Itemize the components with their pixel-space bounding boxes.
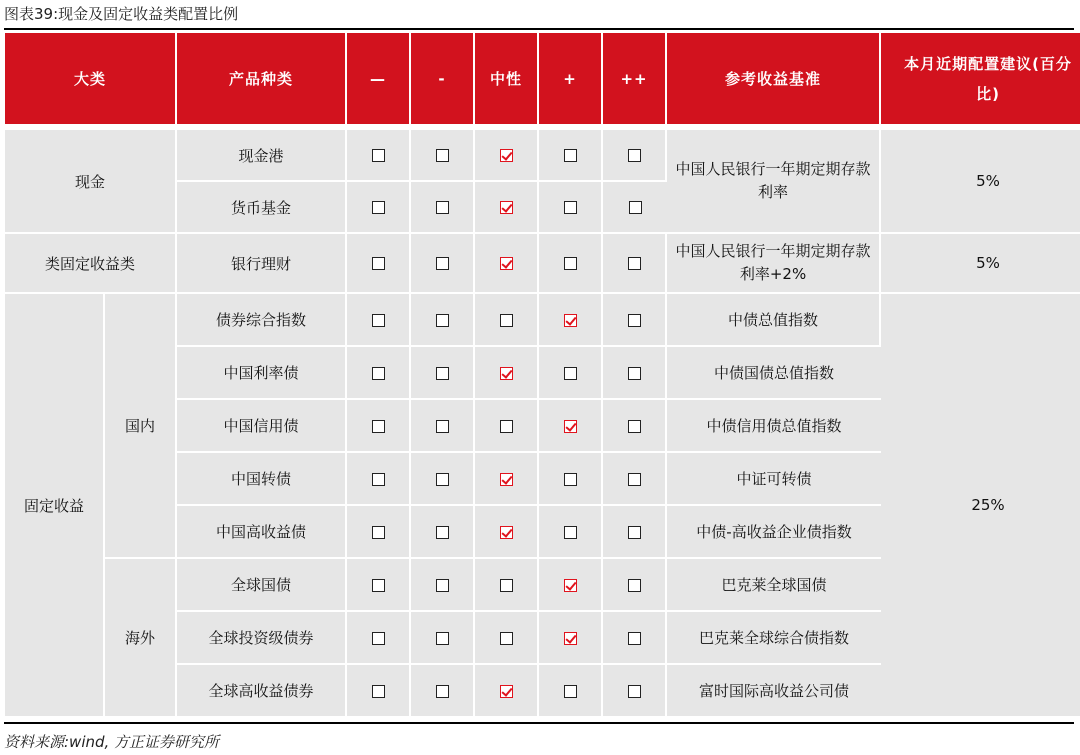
product-cell: 中国高收益债 — [177, 506, 347, 559]
rating-cell — [411, 453, 475, 506]
product-cell: 中国信用债 — [177, 400, 347, 453]
empty-box-icon — [436, 526, 449, 539]
empty-box-icon — [564, 473, 577, 486]
rating-cell — [411, 347, 475, 400]
empty-box-icon — [500, 632, 513, 645]
benchmark-cell: 富时国际高收益公司债 — [667, 665, 881, 718]
rating-cell — [603, 400, 667, 453]
rating-cell — [475, 506, 539, 559]
empty-box-icon — [436, 473, 449, 486]
checked-box-icon — [500, 526, 513, 539]
empty-box-icon — [628, 579, 641, 592]
checked-box-icon — [500, 201, 513, 214]
rating-cell — [347, 453, 411, 506]
rating-cell — [411, 506, 475, 559]
rating-cell — [347, 347, 411, 400]
rating-cell — [347, 234, 411, 294]
checked-box-icon — [500, 149, 513, 162]
rating-cell — [347, 294, 411, 347]
rating-cell — [347, 559, 411, 612]
empty-box-icon — [372, 367, 385, 380]
empty-box-icon — [629, 201, 642, 214]
rating-cell — [347, 182, 411, 234]
rating-cell — [539, 182, 603, 234]
benchmark-quasi-fixed: 中国人民银行一年期定期存款利率+2% — [667, 234, 881, 294]
rating-cell — [539, 234, 603, 294]
rating-cell — [539, 612, 603, 665]
empty-box-icon — [564, 201, 577, 214]
empty-box-icon — [628, 314, 641, 327]
benchmark-cell: 中债总值指数 — [667, 294, 881, 347]
checked-box-icon — [500, 473, 513, 486]
rating-cell — [411, 294, 475, 347]
rating-cell — [539, 665, 603, 718]
empty-box-icon — [372, 526, 385, 539]
empty-box-icon — [372, 473, 385, 486]
rating-cell — [539, 130, 603, 182]
rating-cell — [603, 559, 667, 612]
header-product: 产品种类 — [177, 33, 347, 124]
rating-cell — [603, 234, 667, 294]
group-fixed-income: 固定收益 — [5, 294, 105, 718]
allocation-table — [5, 33, 1080, 718]
product-cell: 中国转债 — [177, 453, 347, 506]
header-category: 大类 — [5, 33, 177, 124]
checked-box-icon — [500, 257, 513, 270]
benchmark-cell: 巴克莱全球综合债指数 — [667, 612, 881, 665]
benchmark-cell: 中债-高收益企业债指数 — [667, 506, 881, 559]
checked-box-icon — [500, 685, 513, 698]
empty-box-icon — [372, 420, 385, 433]
empty-box-icon — [564, 149, 577, 162]
rating-cell — [347, 130, 411, 182]
empty-box-icon — [436, 632, 449, 645]
header-row — [5, 33, 1080, 124]
rating-cell — [603, 347, 667, 400]
rating-cell — [603, 665, 667, 718]
empty-box-icon — [628, 367, 641, 380]
empty-box-icon — [372, 314, 385, 327]
top-rule — [4, 28, 1074, 30]
empty-box-icon — [436, 314, 449, 327]
rating-cell — [539, 400, 603, 453]
rating-cell — [475, 294, 539, 347]
rating-cell — [475, 453, 539, 506]
empty-box-icon — [436, 579, 449, 592]
product-cell: 现金港 — [177, 130, 347, 182]
empty-box-icon — [564, 685, 577, 698]
header-strong-overweight: ++ — [603, 33, 667, 124]
empty-box-icon — [500, 314, 513, 327]
checked-box-icon — [564, 420, 577, 433]
rating-cell — [603, 506, 667, 559]
rating-cell — [411, 612, 475, 665]
rating-cell — [475, 182, 539, 234]
rating-cell — [603, 130, 667, 182]
rating-cell — [539, 453, 603, 506]
rating-cell — [475, 234, 539, 294]
empty-box-icon — [436, 201, 449, 214]
empty-box-icon — [564, 526, 577, 539]
table-row — [5, 234, 1080, 294]
checked-box-icon — [564, 632, 577, 645]
allocation-cash: 5% — [881, 130, 1080, 234]
product-cell: 全球国债 — [177, 559, 347, 612]
benchmark-cell: 中证可转债 — [667, 453, 881, 506]
empty-box-icon — [628, 420, 641, 433]
rating-cell — [603, 294, 667, 347]
product-cell: 中国利率债 — [177, 347, 347, 400]
rating-cell — [475, 665, 539, 718]
header-allocation: 本月近期配置建议(百分比) — [881, 33, 1080, 124]
empty-box-icon — [628, 257, 641, 270]
empty-box-icon — [564, 367, 577, 380]
checked-box-icon — [500, 367, 513, 380]
rating-cell — [603, 612, 667, 665]
allocation-fixed-income: 25% — [881, 294, 1080, 718]
table-caption: 图表39:现金及固定收益类配置比例 — [4, 5, 239, 23]
empty-box-icon — [372, 685, 385, 698]
rating-cell — [347, 665, 411, 718]
empty-box-icon — [628, 473, 641, 486]
table-row — [5, 130, 1080, 182]
product-cell: 全球高收益债券 — [177, 665, 347, 718]
header-overweight: + — [539, 33, 603, 124]
product-cell: 全球投资级债券 — [177, 612, 347, 665]
subgroup-overseas: 海外 — [105, 559, 177, 718]
empty-box-icon — [628, 149, 641, 162]
benchmark-cash: 中国人民银行一年期定期存款利率 — [667, 130, 881, 234]
empty-box-icon — [372, 632, 385, 645]
empty-box-icon — [500, 579, 513, 592]
empty-box-icon — [372, 149, 385, 162]
rating-cell — [603, 453, 667, 506]
rating-cell — [539, 347, 603, 400]
allocation-quasi-fixed: 5% — [881, 234, 1080, 294]
header-benchmark: 参考收益基准 — [667, 33, 881, 124]
bottom-rule — [4, 722, 1074, 724]
empty-box-icon — [564, 257, 577, 270]
rating-cell — [475, 612, 539, 665]
rating-cell — [347, 506, 411, 559]
product-cell: 银行理财 — [177, 234, 347, 294]
rating-cell — [411, 182, 475, 234]
subgroup-domestic: 国内 — [105, 294, 177, 559]
rating-cell — [539, 506, 603, 559]
empty-box-icon — [436, 685, 449, 698]
empty-box-icon — [500, 420, 513, 433]
benchmark-cell: 巴克莱全球国债 — [667, 559, 881, 612]
empty-box-icon — [628, 632, 641, 645]
product-cell: 货币基金 — [177, 182, 347, 234]
rating-cell — [475, 559, 539, 612]
rating-cell — [411, 130, 475, 182]
header-strong-underweight: — — [347, 33, 411, 124]
rating-cell — [475, 347, 539, 400]
table-row — [5, 294, 1080, 347]
rating-cell — [411, 234, 475, 294]
benchmark-cell: 中债国债总值指数 — [667, 347, 881, 400]
rating-cell — [475, 130, 539, 182]
benchmark-cell: 中债信用债总值指数 — [667, 400, 881, 453]
rating-cell — [539, 294, 603, 347]
rating-cell — [347, 612, 411, 665]
source-note: 资料来源:wind, 方正证券研究所 — [4, 733, 220, 751]
empty-box-icon — [628, 685, 641, 698]
rating-cell — [347, 400, 411, 453]
rating-cell — [411, 400, 475, 453]
rating-cell — [411, 559, 475, 612]
header-underweight: - — [411, 33, 475, 124]
checked-box-icon — [564, 314, 577, 327]
empty-box-icon — [436, 149, 449, 162]
rating-cell — [411, 665, 475, 718]
empty-box-icon — [372, 257, 385, 270]
rating-cell — [475, 400, 539, 453]
empty-box-icon — [628, 526, 641, 539]
empty-box-icon — [436, 257, 449, 270]
empty-box-icon — [436, 420, 449, 433]
header-neutral: 中性 — [475, 33, 539, 124]
product-cell: 债券综合指数 — [177, 294, 347, 347]
rating-cell — [539, 559, 603, 612]
empty-box-icon — [372, 201, 385, 214]
checked-box-icon — [564, 579, 577, 592]
empty-box-icon — [436, 367, 449, 380]
group-cash: 现金 — [5, 130, 177, 234]
group-quasi-fixed: 类固定收益类 — [5, 234, 177, 294]
rating-cell — [603, 182, 667, 234]
empty-box-icon — [372, 579, 385, 592]
